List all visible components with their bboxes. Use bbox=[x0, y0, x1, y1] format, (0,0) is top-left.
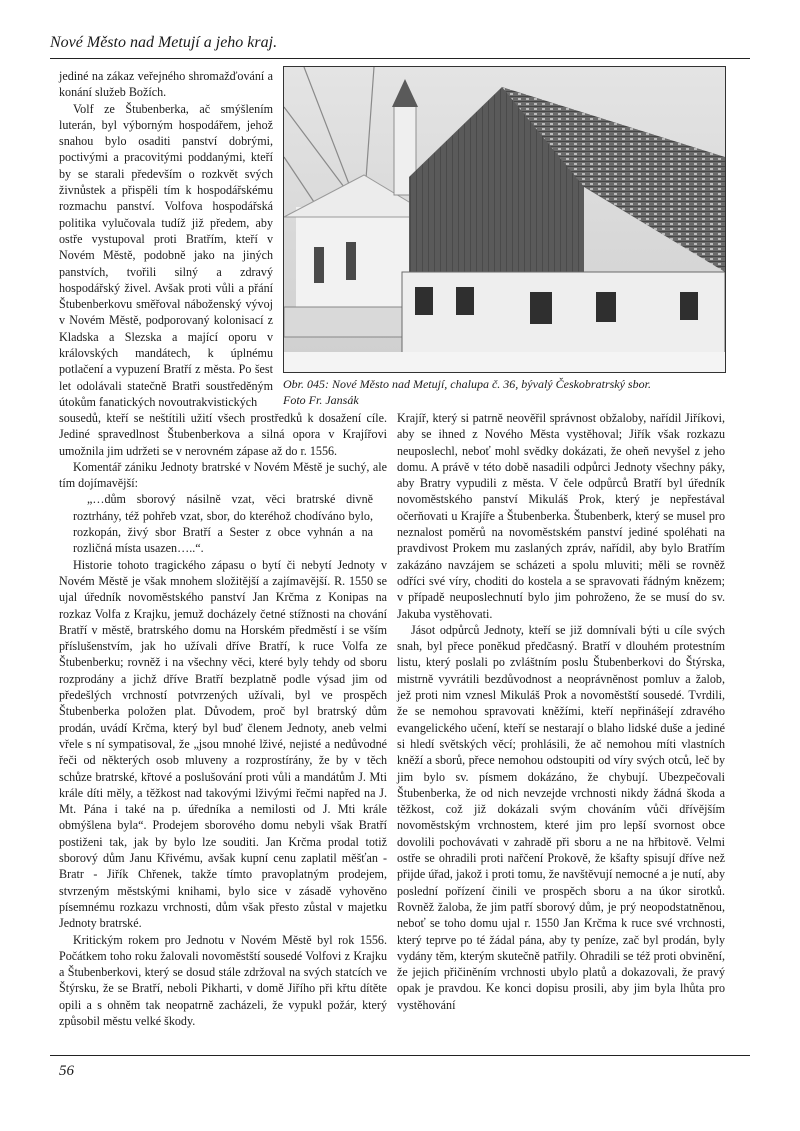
quotation: „…dům sborový násilně vzat, věci bratrské divně roztrhány, též pohřeb vzat, sbor, do kteréhož chodíváno bylo, rozkopán, živý sbor Bratří a Sester z obce vyhnán a na rozličná místa usazen…..“. bbox=[73, 492, 373, 556]
figure-caption bbox=[283, 376, 733, 408]
cottage-photo-illustration bbox=[284, 67, 725, 372]
paragraph: Jásot odpůrců Jednoty, kteří se již domnívali býti u cíle svých snah, byl přece poněkud předčasný. Bratří v dlouhém protestním listu, který poslali po zvláštním poslu Štubenberkovi do Štýrska, mistrně vyvrátili bezdůvodnost a neoprávněnost pomluv a žalob, jež proti nim vznesl Mikuláš Prok a novoměstští sousedé. Tvrdili, že se nemohou spravovati kněžími, kteří nepřinášejí zdravého evangelického učení, kteří se nestarají o blaho lidské duše a jediné si hledí světských věcí; prohlásili, že ač nemohou míti vlastních kněží a sborů, přece nemohou odstoupiti od víry svých otců, leč by jim bylo sv. písmem dokázáno, že chybují. Ubezpečovali Štubenberka, že od nich nevzejde vrchnosti nikdy žádná škoda a těžkost, což již dokázali svým chováním vůči dřívějším novoměstským vrchnostem, které jim pro lepší svornost obce dovolili pochovávati v zahradě při sboru a ne na hřbitově. Velmi ostře se ohradili proti nařčení Prokově, že kšafty spisují dříve než přijde úřad, jakož i proti tomu, že navštěvují nemocné a je nutí, aby poslední pořízení činili ve prospěch sboru a na úkor sirotků. Rovněž žaloba, že jim patří sborový dům, je prý neopodstatněnou, neboť se toho domu ujal r. 1550 Jan Krčma k ruce své vrchnosti, který teprve po té žádal pána, aby ty peníze, zač byl prodán, byly vydány těm, kterým skutečně patřily. Ohradili se též proti obvinění, že jejich přičiněním vrchnosti ubylo platů a dokazovali, že pravý opak je pravdou. Ke konci dopisu prosili, aby jim byla lhůta pro vystěhování bbox=[397, 622, 725, 1012]
paragraph: Kritickým rokem pro Jednotu v Novém Městě byl rok 1556. Počátkem toho roku žalovali novoměstští sousedé Volfovi z Krajku a Štubenberkovi, který se dosud stále zdržoval na svých statcích ve Štýrsku, že se Bratří, neboli Pikharti, v domě Jiřího při křtu dítěte opili a s ohněm tak neopatrně zacházeli, že vypukl požár, který způsobil městu velké škody. bbox=[59, 932, 387, 1028]
page-number: 56 bbox=[59, 1063, 74, 1079]
paragraph: Volf ze Štubenberka, ač smýšlením luterán, byl výborným hospodářem, jehož snahou bylo osaditi panství dobrými, poctivými a pracovitými poddanými, kteří by se starali především o rozkvět svých živnůstek a přispěli tím k hospodářskému rozmachu panství. Volfova hospodářská politika vylučovala tudíž již předem, aby ostře vystupoval proti Bratřím, kteří v Novém Městě, podobně jako na jiných panstvích, tvořili silný a zdravý hospodářský živel. Avšak proti vůli a přání Štubenberkovu směřoval náboženský vývoj v Novém Městě, podporovaný kolonisací z Kladska a Slezska a mající oporu v královských mandátech, k úplnému potlačení a vypuzení Bratří z města. Po šest let odolávali statečně Bratři soustředěným útokům fanatických novoutrakvistických bbox=[59, 101, 273, 409]
figure-photo bbox=[283, 66, 726, 373]
running-header-title: Nové Město nad Metují a jeho kraj. bbox=[50, 34, 278, 51]
text-column-right bbox=[397, 410, 725, 1013]
text-column-top bbox=[59, 68, 273, 410]
figure-caption-credit: Foto Fr. Jansák bbox=[283, 393, 359, 407]
paragraph: jediné na zákaz veřejného shromažďování a konání služeb Božích. bbox=[59, 69, 273, 100]
paragraph: Historie tohoto tragického zápasu o bytí či nebytí Jednoty v Novém Městě je však mnohem složitější a zajímavější. R. 1550 se ujal úředník novoměstského panství Jan Krčma z Konipas na rozkaz Volfa z Krajku, jemuž docházely četné stížnosti na chování Bratří v městě, bratrského domu na Horském předměstí i se vším příslušenstvím, jak ho užívali dříve Bratří, k ruce Volfa ze Štubenberku; rovněž i na všechny věci, které byly tehdy od sboru rozprodány a jichž dříve Bratří bezplatně podle výsad jim od předešlých vrchností potvrzených užívali, byl ve prospěch Štubenberka položen plat. Důvodem, proč byl bratrský dům prodán, uvádí Krčma, který byl buď členem Jednoty, aneb velmi vřele s ní sympatisoval, že „jsou mnohé lživé, nejisté a nedůvodné řeči od některých osob mluveny a rozprostírány, že by v těch schůze bratrské, křtové a poslušování proti vůli a mandátům J. Mti krále díti měly, a těžkost nad takovými lživými řečmi napřed na J. Mt. Pána i také na p. úředníka a nemilosti od J. Mti krále obmýšlena byla“. Prodejem sborového domu nebyli však Bratří postiženi tak, jak by bylo lze souditi. Jan Krčma prodal totiž sborový dům Janu Křivému, avšak kupní cenu zaplatil měšťan - Bratr - Jiřík Chřenek, takže tímto pravoplatným prodejem, stvrzeným městskými knihami, bylo sice v zásadě vyhověno písemnému rozkazu vrchnosti, dům však přesto zůstal v majetku Jednoty bratrské. bbox=[59, 557, 387, 931]
figure-caption-line: Obr. 045: Nové Město nad Metují, chalupa č. 36, bývalý Českobratrský sbor. bbox=[283, 377, 651, 391]
footer-rule bbox=[50, 1055, 750, 1056]
paragraph: sousedů, kteří se neštítili užití všech prostředků k dosažení cíle. Jediné spravedlnost Štubenberkova a silná opora v Krajířovi umožnila jim udržeti se v nerovném zápase až do r. 1556. bbox=[59, 411, 387, 458]
paragraph: Krajíř, který si patrně neověřil správnost obžaloby, nařídil Jiříkovi, aby se ihned z Nového Města vystěhoval; Jiřík však rozkazu neuposlechl, neboť mohl svědky dokázati, že oheň nevyšel z jeho domu. A právě v této době nasadili odpůrci Jednoty všechny páky, aby Bratry vypudili z města. V čele odpůrců Bratří byl úředník novoměstského panství Mikuláš Prok, který je nepřestával očerňovati u Krajíře a Štubenberka. Štubenberk, který se musel pro neznalost poměrů na novoměstském panství jediné spoléhati na pravdivost Prokem mu zaslaných zpráv, nařídil, aby bylo Bratřím zakázáno navzájem se scházeti a spolu mluviti; měli se rovněž odříci své víry, choditi do kostela a se spravovati řádným knězem; v případě neuposlechnutí bylo jim pohroženo, že se musí do sv. Jakuba vystěhovati. bbox=[397, 411, 725, 621]
paragraph: Komentář zániku Jednoty bratrské v Novém Městě je suchý, ale tím dojímavější: bbox=[59, 459, 387, 491]
running-header bbox=[50, 28, 750, 59]
text-column-left bbox=[59, 410, 387, 1029]
